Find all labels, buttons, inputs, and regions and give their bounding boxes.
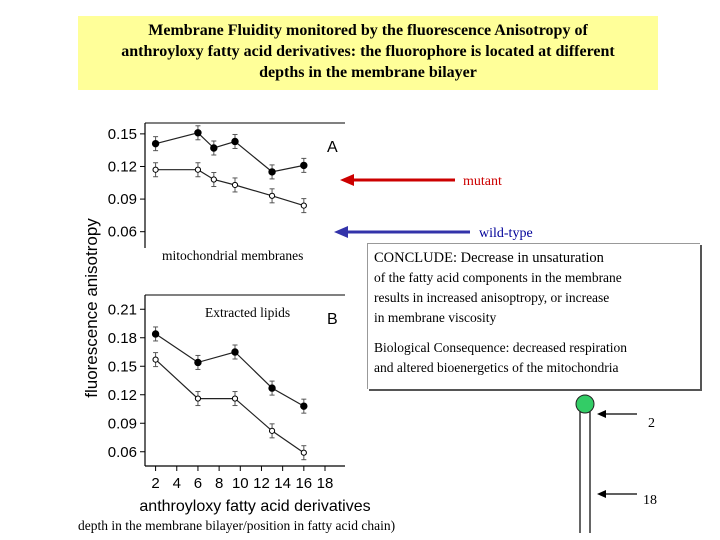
x-tick-label: 12 [253, 475, 270, 492]
legend-wildtype: wild-type [479, 226, 533, 241]
wild-type-point [301, 450, 306, 455]
lipid-head-group-icon [576, 395, 594, 413]
legend-mutant: mutant [463, 174, 502, 189]
position-2-arrowhead [597, 410, 606, 418]
conclusion-line-2: of the fatty acid components in the membrane [374, 270, 622, 285]
y-tick-label: 0.06 [107, 443, 137, 461]
x-tick-label: 4 [172, 475, 181, 492]
panel-b-letter: B [327, 311, 338, 328]
x-tick-label: 2 [151, 475, 160, 492]
title-line-3: depths in the membrane bilayer [259, 64, 477, 81]
annotation-extracted-lipids: Extracted lipids [205, 305, 291, 320]
wild-type-point [301, 203, 306, 208]
wild-type-point [269, 193, 274, 198]
wild-type-point [153, 357, 158, 362]
y-tick-label: 0.06 [107, 223, 137, 241]
annotation-mitochondrial: mitochondrial membranes [162, 248, 304, 263]
wild-type-point [211, 177, 216, 182]
conclusion-line-4: in membrane viscosity [374, 310, 497, 325]
y-tick-label: 0.15 [107, 358, 137, 376]
mutant-point [195, 130, 201, 136]
title-line-2: anthroyloxy fatty acid derivatives: the fluorophore is located at different [121, 43, 615, 60]
mutant-series-line [156, 334, 304, 406]
wild-type-point [232, 182, 237, 187]
consequence-line-1: Biological Consequence: decreased respiration [374, 340, 628, 355]
wild-type-point [153, 167, 158, 172]
wild-type-point [232, 396, 237, 401]
x-tick-label: 8 [214, 475, 224, 492]
mutant-point [301, 162, 307, 168]
position-18-arrowhead [597, 490, 606, 498]
panel-a [108, 123, 345, 248]
footer-caption: depth in the membrane bilayer/position in fatty acid chain) [78, 518, 396, 533]
mutant-point [211, 145, 217, 151]
mutant-arrowhead [340, 174, 354, 186]
mutant-point [152, 140, 158, 146]
mutant-point [195, 359, 201, 365]
position-18-label: 18 [643, 493, 657, 508]
wild-type-point [195, 167, 200, 172]
mutant-point [232, 138, 238, 144]
x-tick-label: 14 [274, 475, 291, 492]
wild-type-series-line [156, 170, 304, 206]
x-tick-label: 10 [231, 475, 249, 492]
mutant-point [152, 331, 158, 337]
y-tick-label: 0.09 [107, 415, 137, 433]
x-tick-label: 6 [193, 475, 203, 492]
title-line-1: Membrane Fluidity monitored by the fluorescence Anisotropy of [148, 22, 588, 39]
y-tick-label: 0.09 [107, 191, 137, 209]
wild-type-series-line [156, 360, 304, 453]
y-tick-label: 0.18 [107, 329, 137, 347]
consequence-line-2: and altered bioenergetics of the mitochondria [374, 360, 619, 375]
mutant-point [301, 403, 307, 409]
y-axis-label: fluorescence anisotropy [82, 218, 101, 398]
y-tick-label: 0.12 [107, 158, 137, 176]
wild-type-point [195, 396, 200, 401]
wildtype-arrowhead [334, 226, 348, 238]
x-tick-label: 16 [295, 475, 313, 492]
conclusion-box [367, 243, 700, 389]
conclusion-line-3: results in increased anisoptropy, or increase [374, 290, 610, 305]
mutant-point [269, 169, 275, 175]
y-tick-label: 0.12 [107, 386, 137, 404]
mutant-point [269, 385, 275, 391]
mutant-series-line [156, 133, 304, 172]
mutant-point [232, 349, 238, 355]
panel-a-letter: A [327, 139, 338, 156]
panel-b [108, 295, 345, 492]
x-tick-label: 18 [316, 475, 334, 492]
wild-type-point [269, 428, 274, 433]
x-axis-label: anthroyloxy fatty acid derivatives [139, 498, 371, 515]
conclusion-line-1: CONCLUDE: Decrease in unsaturation [374, 250, 604, 266]
position-2-label: 2 [648, 416, 655, 431]
y-tick-label: 0.15 [107, 125, 137, 143]
y-tick-label: 0.21 [107, 301, 137, 319]
